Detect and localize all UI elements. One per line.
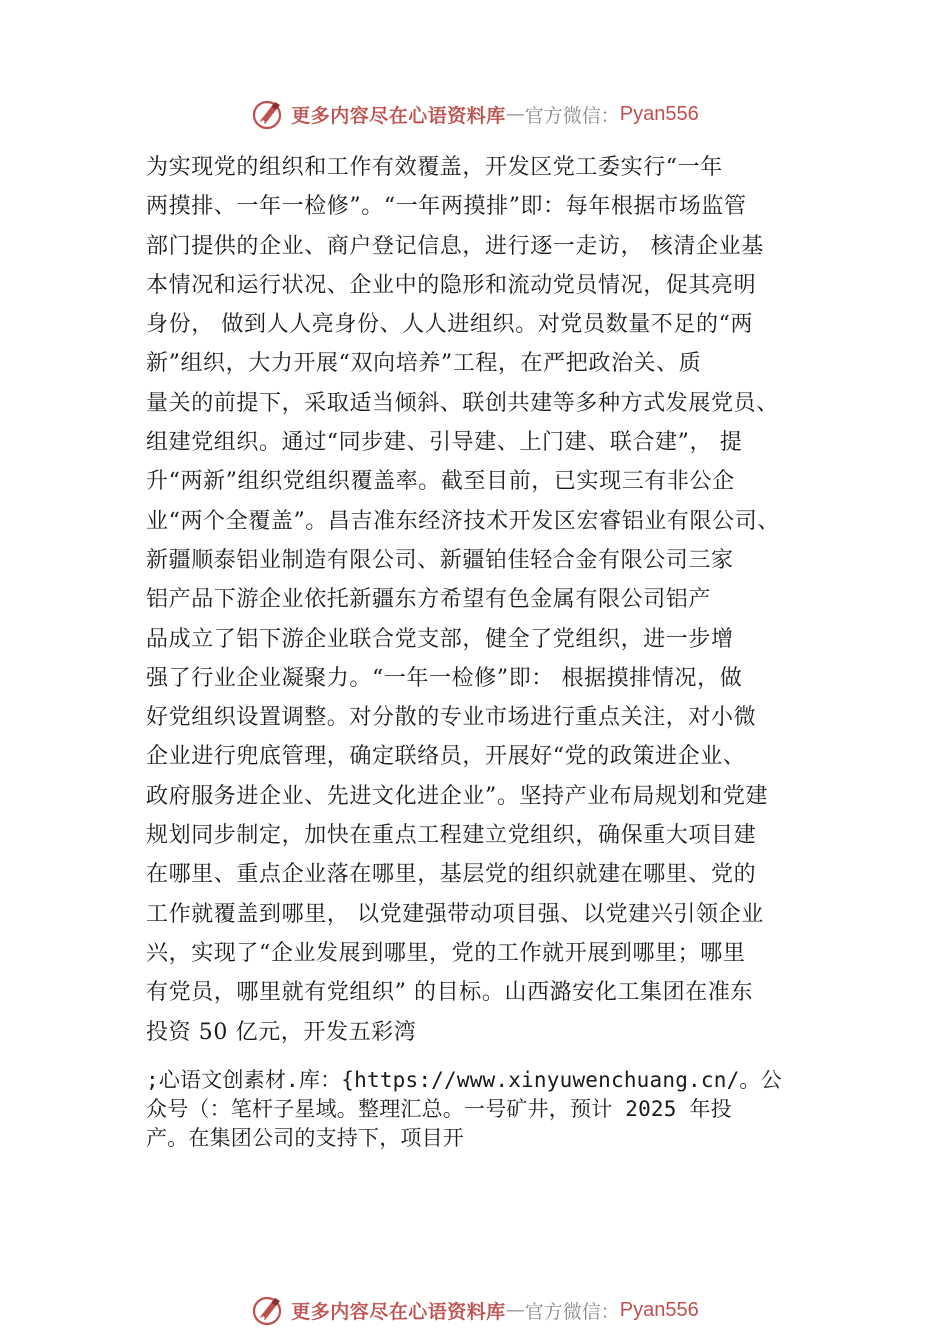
body-line: 升“两新”组织党组织覆盖率。截至目前，已实现三有非公企 bbox=[146, 469, 735, 495]
body-line: 工作就覆盖到哪里， 以党建强带动项目强、以党建兴引领企业 bbox=[146, 901, 764, 927]
body-line: 政府服务进企业、先进文化进企业”。坚持产业布局规划和党建 bbox=[146, 783, 769, 809]
wechat-id: Pyan556 bbox=[619, 1298, 699, 1321]
body-line: 本情况和运行状况、企业中的隐形和流动党员情况，促其亮明 bbox=[146, 272, 757, 298]
main-paragraph bbox=[146, 148, 836, 1052]
header-banner bbox=[0, 94, 950, 134]
body-line: 铝产品下游企业依托新疆东方希望有色金属有限公司铝产 bbox=[146, 587, 712, 613]
pen-nib-circle-icon bbox=[251, 1293, 285, 1327]
body-line: 投资 50 亿元，开发五彩湾 bbox=[146, 1019, 417, 1045]
body-line: 为实现党的组织和工作有效覆盖，开发区党工委实行“一年 bbox=[146, 155, 723, 180]
body-line: 有党员，哪里就有党组织” 的目标。山西潞安化工集团在准东 bbox=[146, 980, 754, 1006]
footer-banner bbox=[0, 1290, 950, 1330]
wechat-label: 官方微信： bbox=[524, 1300, 620, 1323]
body-line: 品成立了铝下游企业联合党支部，健全了党组织，进一步增 bbox=[146, 626, 734, 652]
body-line: 部门提供的企业、商户登记信息，进行逐一走访， 核清企业基 bbox=[146, 233, 764, 259]
notice-line: ;心语文创素材.库：{https://www.xinyuwenchuang.cn/。公 bbox=[146, 1068, 782, 1092]
body-line: 好党组织设置调整。对分散的专业市场进行重点关注，对小微 bbox=[146, 705, 757, 731]
brand-name: 更多内容尽在心语资料库 bbox=[291, 104, 506, 127]
wechat-id: Pyan556 bbox=[619, 102, 699, 125]
body-line: 兴，实现了“企业发展到哪里，党的工作就开展到哪里；哪里 bbox=[146, 940, 746, 966]
brand-name: 更多内容尽在心语资料库 bbox=[291, 1300, 506, 1323]
pen-nib-circle-icon bbox=[251, 97, 285, 131]
source-notice bbox=[146, 1066, 846, 1153]
body-line: 强了行业企业凝聚力。“一年一检修”即： 根据摸排情况，做 bbox=[146, 665, 743, 691]
notice-line: 众号（：笔杆子星域。整理汇总。一号矿井，预计 2025 年投 bbox=[146, 1097, 732, 1121]
notice-line: 产。在集团公司的支持下，项目开 bbox=[146, 1126, 464, 1150]
body-line: 企业进行兜底管理，确定联络员，开展好“党的政策进企业、 bbox=[146, 744, 746, 770]
body-line: 在哪里、重点企业落在哪里，基层党的组织就建在哪里、党的 bbox=[146, 862, 757, 888]
wechat-label: 官方微信： bbox=[524, 104, 620, 127]
banner-dash: — bbox=[505, 1299, 525, 1321]
banner-dash: — bbox=[505, 103, 525, 125]
body-line: 规划同步制定，加快在重点工程建立党组织，确保重大项目建 bbox=[146, 823, 757, 849]
body-line: 新疆顺泰铝业制造有限公司、新疆铂佳轻合金有限公司三家 bbox=[146, 547, 734, 573]
body-line: 两摸排、一年一检修”。“一年两摸排”即：每年根据市场监管 bbox=[146, 194, 747, 220]
body-line: 量关的前提下，采取适当倾斜、联创共建等多种方式发展党员、 bbox=[146, 390, 779, 416]
body-line: 业“两个全覆盖”。昌吉准东经济技术开发区宏睿铝业有限公司、 bbox=[146, 508, 780, 534]
body-line: 组建党组织。通过“同步建、引导建、上门建、联合建”， 提 bbox=[146, 430, 743, 456]
body-line: 新”组织，大力开展“双向培养”工程，在严把政治关、质 bbox=[146, 351, 702, 377]
body-line: 身份， 做到人人亮身份、人人进组织。对党员数量不足的“两 bbox=[146, 312, 754, 338]
